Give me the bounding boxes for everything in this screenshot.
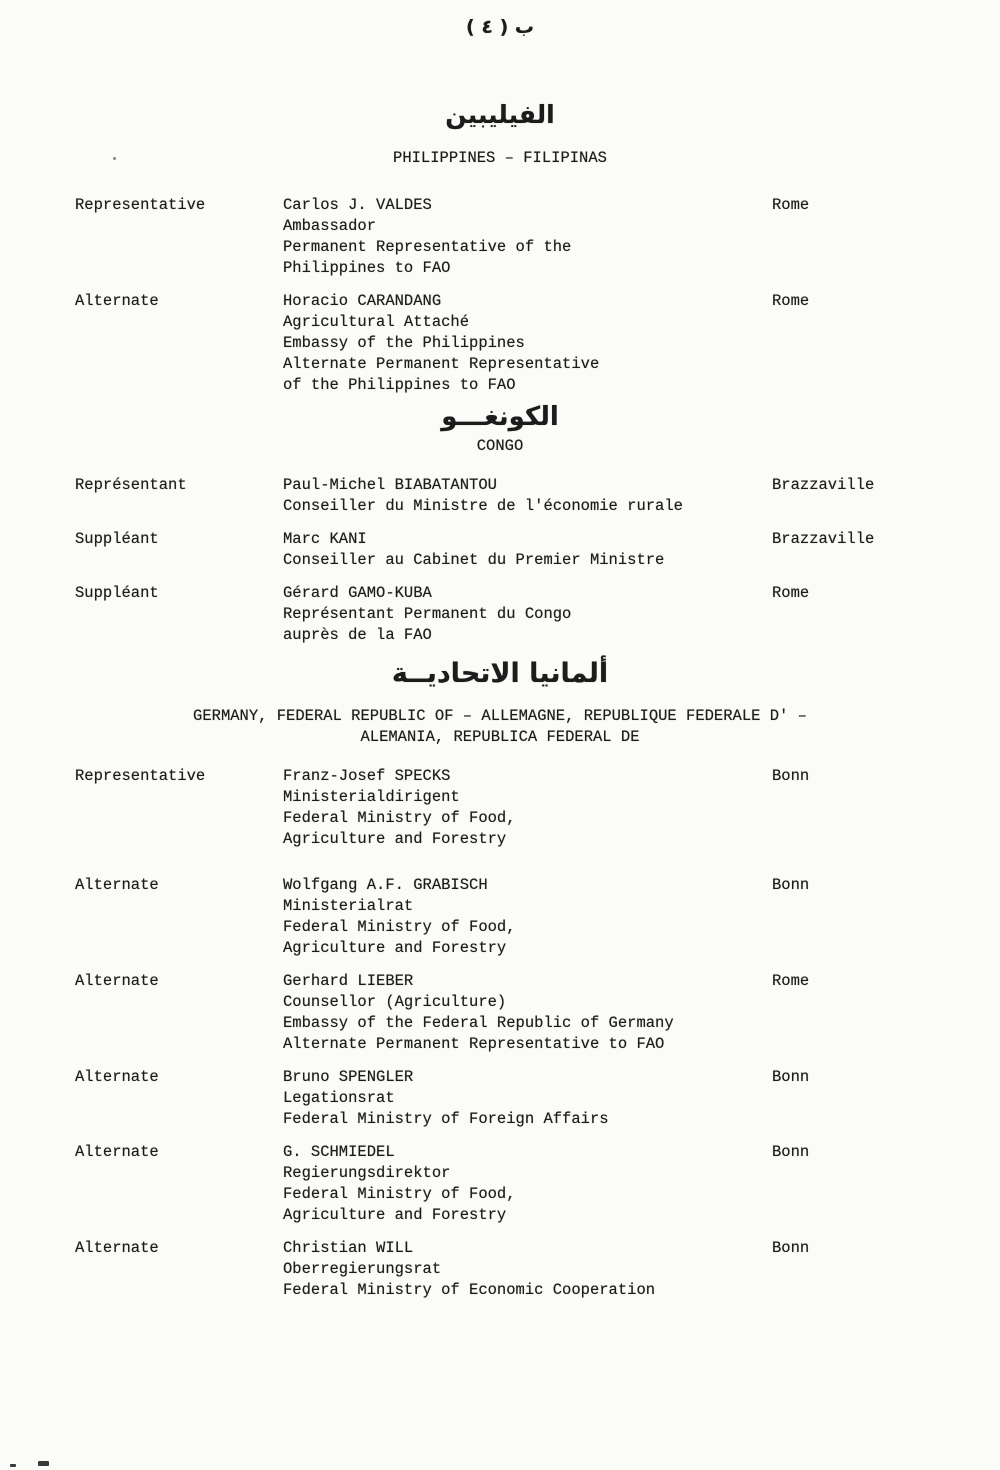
delegate-detail-line: Alternate Permanent Representative to FAO [283,1035,665,1053]
delegate-name: Marc KANI [283,530,367,548]
delegate-entry [0,195,1000,279]
delegate-name: Franz-Josef SPECKS [283,767,451,785]
delegate-city: Bonn [772,876,810,894]
delegate-name: G. SCHMIEDEL [283,1143,395,1161]
delegate-detail-line: Legationsrat [283,1089,395,1107]
delegate-details [283,291,753,396]
delegate-name: Wolfgang A.F. GRABISCH [283,876,488,894]
country-title-latin: CONGO [476,437,524,455]
delegate-detail-line: Représentant Permanent du Congo [283,605,572,623]
delegate-detail-line: Philippines to FAO [283,259,451,277]
delegate-detail-line: Embassy of the Philippines [283,334,525,352]
delegate-details [283,1067,753,1130]
delegate-role: Alternate [75,876,159,894]
delegate-city: Rome [772,196,810,214]
delegate-list [0,195,1000,396]
delegate-detail-line: Agriculture and Forestry [283,1206,507,1224]
delegate-name: Carlos J. VALDES [283,196,432,214]
delegate-detail-line: Regierungsdirektor [283,1164,451,1182]
delegate-role: Représentant [75,476,187,494]
delegate-city: Rome [772,584,810,602]
section-congo [0,398,1000,646]
delegate-entry [0,766,1000,850]
delegate-name: Gérard GAMO-KUBA [283,584,432,602]
delegate-detail-line: Federal Ministry of Foreign Affairs [283,1110,609,1128]
delegate-name: Horacio CARANDANG [283,292,442,310]
delegate-detail-line: Federal Ministry of Food, [283,809,516,827]
delegate-role: Alternate [75,972,159,990]
delegate-city: Rome [772,972,810,990]
delegate-details [283,475,753,517]
delegate-entry [0,1142,1000,1226]
section-philippines [0,96,1000,396]
delegate-name: Paul-Michel BIABATANTOU [283,476,497,494]
delegate-detail-line: Federal Ministry of Economic Cooperation [283,1281,656,1299]
delegate-details [283,1142,753,1226]
delegate-entry [0,475,1000,517]
delegate-detail-line: Permanent Representative of the [283,238,572,256]
delegate-entry [0,1067,1000,1130]
delegate-entry [0,583,1000,646]
delegate-detail-line: of the Philippines to FAO [283,376,516,394]
delegate-role: Representative [75,196,206,214]
delegate-role: Alternate [75,1143,159,1161]
delegate-detail-line: Alternate Permanent Representative [283,355,600,373]
section-germany [0,654,1000,1301]
delegate-detail-line: Conseiller au Cabinet du Premier Ministre [283,551,665,569]
delegate-details [283,875,753,959]
delegate-detail-line: auprès de la FAO [283,626,432,644]
delegate-details [283,971,753,1055]
delegate-detail-line: Ministerialdirigent [283,788,460,806]
delegate-entry [0,529,1000,571]
delegate-details [283,195,753,279]
delegate-role: Suppléant [75,530,159,548]
delegate-role: Representative [75,767,206,785]
delegate-city: Bonn [772,767,810,785]
delegate-city: Bonn [772,1068,810,1086]
delegate-details [283,1238,753,1301]
delegate-details [283,766,753,850]
delegate-detail-line: Agriculture and Forestry [283,939,507,957]
delegate-role: Alternate [75,1068,159,1086]
delegate-list [0,766,1000,1301]
delegate-city: Rome [772,292,810,310]
country-title-latin-line2: ALEMANIA, REPUBLICA FEDERAL DE [360,728,640,746]
delegate-details [283,529,753,571]
ink-speck [38,1461,49,1466]
delegate-name: Gerhard LIEBER [283,972,414,990]
delegate-city: Brazzaville [772,530,875,548]
delegate-detail-line: Conseiller du Ministre de l'économie rurale [283,497,683,515]
country-title-arabic: الكونغـــو [441,402,559,432]
delegate-name: Christian WILL [283,1239,414,1257]
country-title-arabic: ألمانيا الاتحاديــة [391,658,609,689]
country-title-latin [0,706,1000,748]
delegate-city: Brazzaville [772,476,875,494]
country-title-latin: PHILIPPINES – FILIPINAS [393,149,607,167]
delegate-city: Bonn [772,1239,810,1257]
delegate-city: Bonn [772,1143,810,1161]
delegate-detail-line: Federal Ministry of Food, [283,1185,516,1203]
delegate-detail-line: Ministerialrat [283,897,414,915]
delegate-role: Suppléant [75,584,159,602]
delegate-entry [0,291,1000,396]
delegate-detail-line: Ambassador [283,217,377,235]
delegate-role: Alternate [75,292,159,310]
delegate-entry [0,875,1000,959]
ink-speck [10,1464,16,1467]
delegate-entry [0,1238,1000,1301]
delegate-detail-line: Oberregierungsrat [283,1260,442,1278]
delegate-detail-line: Agricultural Attaché [283,313,470,331]
country-title-latin-line1: GERMANY, FEDERAL REPUBLIC OF – ALLEMAGNE, REPUBLIQUE FEDERALE D' – [193,707,807,725]
delegate-role: Alternate [75,1239,159,1257]
delegate-detail-line: Agriculture and Forestry [283,830,507,848]
delegate-name: Bruno SPENGLER [283,1068,414,1086]
page-number: ب ( ٤ ) [466,16,534,38]
delegate-list [0,475,1000,646]
delegate-detail-line: Federal Ministry of Food, [283,918,516,936]
ink-speck [113,157,116,160]
delegate-detail-line: Counsellor (Agriculture) [283,993,507,1011]
delegate-details [283,583,753,646]
country-title-arabic: الفيليبين [445,100,555,129]
delegate-detail-line: Embassy of the Federal Republic of Germany [283,1014,674,1032]
delegate-entry [0,971,1000,1055]
